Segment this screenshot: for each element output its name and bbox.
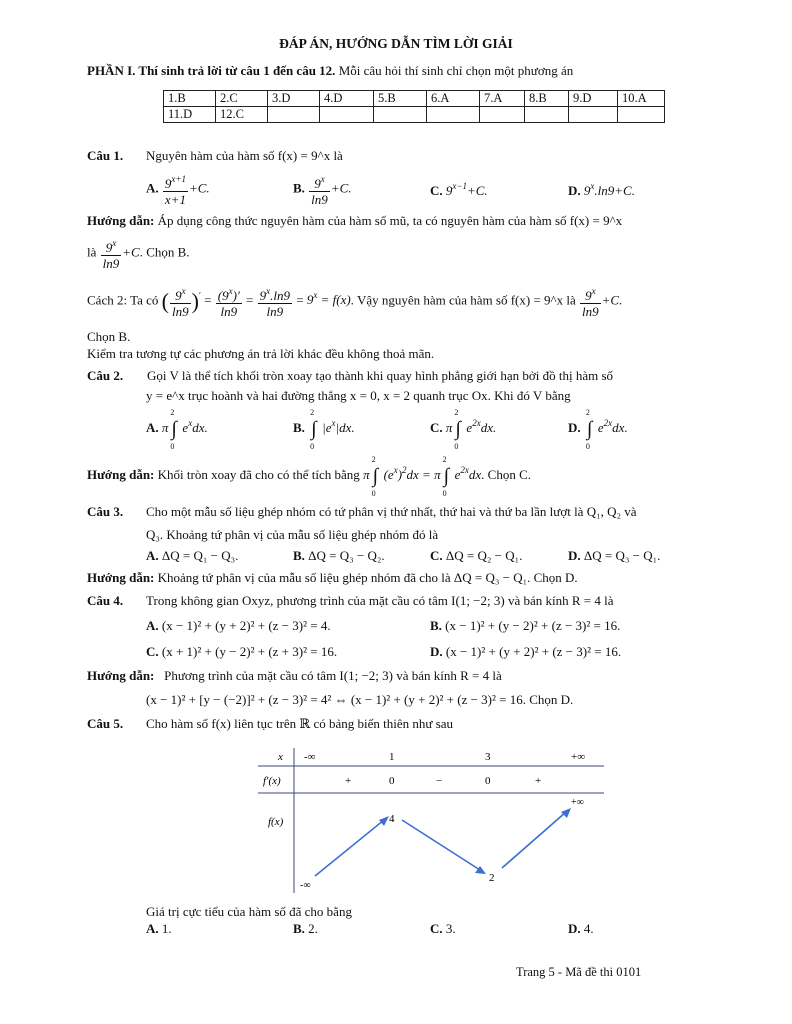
arrow-head-icon — [561, 808, 571, 818]
q1-guide: Hướng dẫn: Áp dụng công thức nguyên hàm của hàm số mũ, ta có nguyên hàm của hàm số f(x) = 9^x — [87, 213, 623, 228]
q4-guide-2: (x − 1)² + [y − (−2)]² + (z − 3)² = 4² ⇔ (x − 1)² + (y + 2)² + (z − 3)² = 16. Chọn D. — [146, 692, 574, 707]
f-value: 2 — [489, 872, 495, 884]
q4-option-d: D. (x − 1)² + (y + 2)² + (z − 3)² = 16. — [430, 644, 622, 659]
answer-cell — [480, 107, 525, 123]
q5-question: Giá trị cực tiểu của hàm số đã cho bằng — [146, 904, 352, 919]
q3-option-d: D. ΔQ = Q₃ − Q₁. — [568, 548, 661, 563]
answer-cell: 5.B — [374, 91, 427, 107]
answer-table — [163, 90, 665, 123]
q2-guide: Hướng dẫn: Khối tròn xoay đã cho có thể tích bằng π 2 ∫ 0 $(e^x)^2dx = \pi$ 2 ∫ 0 $e^{2x}dx$. Chọn C. — [87, 455, 531, 498]
q1-guide-result: là $\frac{9^x}{\ln 9}$ +C. Chọn B. — [87, 238, 190, 271]
answer-row-2 — [164, 107, 665, 123]
f-label: f(x) — [268, 816, 284, 828]
q3-option-b: B. ΔQ = Q₃ − Q₂. — [293, 548, 385, 563]
q1-stem: Nguyên hàm của hàm số f(x) = 9^x là — [146, 148, 343, 163]
sign: 0 — [485, 775, 491, 787]
answer-cell: 2.C — [216, 91, 268, 107]
f-value: 4 — [389, 813, 395, 825]
q1-chon: Chọn B. — [87, 329, 131, 344]
sign: + — [535, 775, 542, 787]
q2-option-a: A. π 2 ∫ 0 $e^xdx$. — [146, 408, 208, 451]
q2-stem-1: Gọi V là thể tích khối tròn xoay tạo thành khi quay hình phẳng giới hạn bởi đồ thị hàm số — [147, 368, 614, 383]
q1-cach2: Cách 2: Ta có ( $\frac{9^x}{\ln 9}$ )′ = $\frac{(9^x)'}{\ln 9}$ = $\frac{9^x.\ln 9}{\ln 9}$ = $9^x = f(x)$. Vậy nguyên hàm của hàm số f(x) = 9^x là $\frac{9^x}{\ln 9}$ +C. — [87, 286, 623, 319]
q2-label: Câu 2. — [87, 368, 124, 383]
fprime-label: f′(x) — [263, 775, 281, 787]
answer-cell: 10.A — [618, 91, 665, 107]
q4-label: Câu 4. — [87, 593, 124, 608]
answer-row-1 — [164, 91, 665, 107]
answer-cell: 6.A — [427, 91, 480, 107]
q4-option-a: A. (x − 1)² + (y + 2)² + (z − 3)² = 4. — [146, 618, 331, 633]
q3-stem-2: Q₃. Khoảng tứ phân vị của mẫu số liệu ghép nhóm đó là — [146, 527, 439, 542]
q3-label: Câu 3. — [87, 504, 124, 519]
answer-cell — [374, 107, 427, 123]
q2-stem-2: y = e^x trục hoành và hai đường thẳng x = 0, x = 2 quanh trục Ox. Khi đó V bằng — [146, 388, 571, 403]
answer-cell: 12.C — [216, 107, 268, 123]
q2-option-d: D. 2 ∫ 0 $e^{2x}dx$. — [568, 408, 628, 451]
q5-label: Câu 5. — [87, 716, 124, 731]
q1-kiemtra: Kiểm tra tương tự các phương án trả lời khác đều không thoả mãn. — [87, 346, 435, 361]
q4-stem: Trong không gian Oxyz, phương trình của mặt cầu có tâm I(1; −2; 3) và bán kính R = 4 là — [146, 593, 614, 608]
part1-heading: PHẦN I. Thí sinh trả lời từ câu 1 đến câu 12. Mỗi câu hỏi thí sinh chỉ chọn một phương án — [87, 63, 574, 78]
answer-cell: 9.D — [569, 91, 618, 107]
sign: + — [345, 775, 352, 787]
page-footer: Trang 5 - Mã đề thi 0101 — [516, 965, 642, 979]
sign: − — [436, 775, 443, 787]
x-value: 1 — [389, 751, 395, 763]
variation-table — [258, 748, 608, 896]
q2-option-c: C. π 2 ∫ 0 $e^{2x}dx$. — [430, 408, 497, 451]
increasing-arrow — [315, 820, 384, 876]
answer-cell: 8.B — [525, 91, 569, 107]
q4-option-c: C. (x + 1)² + (y − 2)² + (z + 3)² = 16. — [146, 644, 338, 659]
page-title: ĐÁP ÁN, HƯỚNG DẪN TÌM LỜI GIẢI — [279, 36, 513, 51]
q5-option-b: B. 2. — [293, 921, 318, 936]
q5-option-a: A. 1. — [146, 921, 172, 936]
x-label: x — [278, 751, 283, 763]
q2-option-b: B. 2 ∫ 0 $|e^x|dx$. — [293, 408, 355, 451]
q1-option-b: B. $\frac{9^x}{\ln 9}$ +C. — [293, 174, 352, 207]
q1-option-d: D. $9^x.\ln 9+C$. — [568, 181, 635, 198]
decreasing-arrow — [402, 820, 480, 870]
x-value: -∞ — [304, 751, 316, 763]
answer-cell: 3.D — [268, 91, 320, 107]
arrow-head-icon — [379, 816, 389, 826]
x-value: 3 — [485, 751, 491, 763]
x-value: +∞ — [571, 751, 586, 763]
increasing-arrow — [502, 812, 566, 868]
f-value: -∞ — [300, 880, 311, 891]
answer-cell: 1.B — [164, 91, 216, 107]
answer-cell: 11.D — [164, 107, 216, 123]
answer-cell: 7.A — [480, 91, 525, 107]
q3-option-a: A. ΔQ = Q₁ − Q₃. — [146, 548, 239, 563]
q1-option-a: A. $\frac{9^{x+1}}{x+1}$ +C. — [146, 174, 210, 207]
q5-option-c: C. 3. — [430, 921, 456, 936]
q5-option-d: D. 4. — [568, 921, 594, 936]
q4-option-b: B. (x − 1)² + (y − 2)² + (z − 3)² = 16. — [430, 618, 621, 633]
answer-cell — [525, 107, 569, 123]
answer-cell — [320, 107, 374, 123]
q3-stem-1: Cho một mẫu số liệu ghép nhóm có tứ phân vị thứ nhất, thứ hai và thứ ba lần lượt là Q₁, Q₂ và — [146, 504, 637, 519]
q4-guide-1: Hướng dẫn: Phương trình của mặt cầu có tâm I(1; −2; 3) và bán kính R = 4 là — [87, 668, 502, 683]
answer-cell — [427, 107, 480, 123]
q1-label: Câu 1. — [87, 148, 124, 163]
answer-cell — [569, 107, 618, 123]
answer-cell: 4.D — [320, 91, 374, 107]
q3-option-c: C. ΔQ = Q₂ − Q₁. — [430, 548, 523, 563]
f-value: +∞ — [571, 797, 584, 808]
q5-stem: Cho hàm số f(x) liên tục trên ℝ có bảng biến thiên như sau — [146, 716, 454, 731]
q1-option-c: C. $9^{x-1}+C$. — [430, 181, 488, 198]
sign: 0 — [389, 775, 395, 787]
q3-guide: Hướng dẫn: Khoảng tứ phân vị của mẫu số liệu ghép nhóm đã cho là ΔQ = Q₃ − Q₁. Chọn D. — [87, 570, 578, 585]
answer-cell — [618, 107, 665, 123]
answer-cell — [268, 107, 320, 123]
